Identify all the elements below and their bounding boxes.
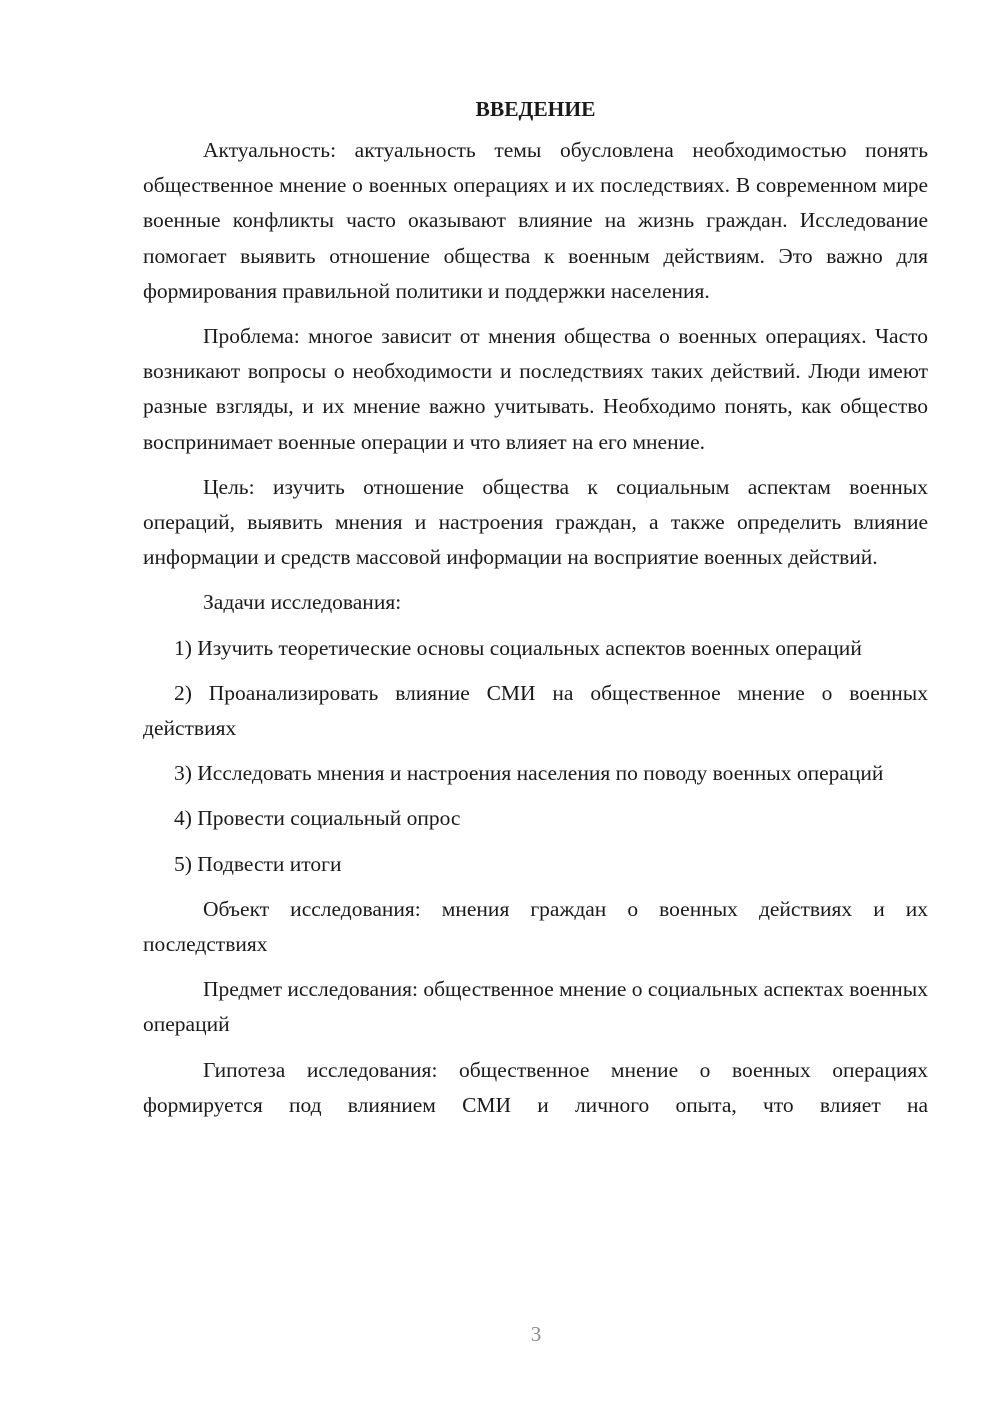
goal-paragraph: Цель: изучить отношение общества к социальным аспектам военных операций, выявить мнения и настроения граждан, а также определить влияние информации и средств массовой информации на восприятие военных действий. bbox=[143, 474, 928, 570]
tasks-heading: Задачи исследования: bbox=[203, 590, 402, 615]
problem-paragraph: Проблема: многое зависит от мнения общества о военных операциях. Часто возникают вопросы о необходимости и последствиях таких действий. Люди имеют разные взгляды, и их мнение важно учитывать. Необходимо понять, как общество воспринимает военные операции и что влияет на его мнение. bbox=[143, 324, 928, 454]
task-item-5: 5) Подвести итоги bbox=[174, 851, 342, 876]
task-item-2: 2) Проанализировать влияние СМИ на общественное мнение о военных действиях bbox=[143, 680, 928, 741]
task-item-1: 1) Изучить теоретические основы социальных аспектов военных операций bbox=[174, 635, 862, 660]
subject-paragraph: Предмет исследования: общественное мнение о социальных аспектах военных операций bbox=[143, 977, 928, 1037]
relevance-paragraph: Актуальность: актуальность темы обусловлена необходимостью понять общественное мнение о военных операциях и их последствиях. В современном мире военные конфликты часто оказывают влияние на жизнь граждан. Исследование помогает выявить отношение общества к военным действиям. Это важно для формирования правильной политики и поддержки населения. bbox=[143, 138, 928, 303]
document-page bbox=[143, 92, 928, 1123]
section-title: ВВЕДЕНИЕ bbox=[475, 97, 596, 121]
task-item-4: 4) Провести социальный опрос bbox=[174, 806, 461, 831]
task-item-3: 3) Исследовать мнения и настроения населения по поводу военных операций bbox=[174, 761, 884, 786]
object-paragraph: Объект исследования: мнения граждан о военных действиях и их последствиях bbox=[143, 896, 928, 957]
hypothesis-paragraph: Гипотеза исследования: общественное мнение о военных операциях формируется под влиянием СМИ и личного опыта, что влияет на bbox=[143, 1057, 928, 1117]
page-number: 3 bbox=[530, 1322, 542, 1346]
